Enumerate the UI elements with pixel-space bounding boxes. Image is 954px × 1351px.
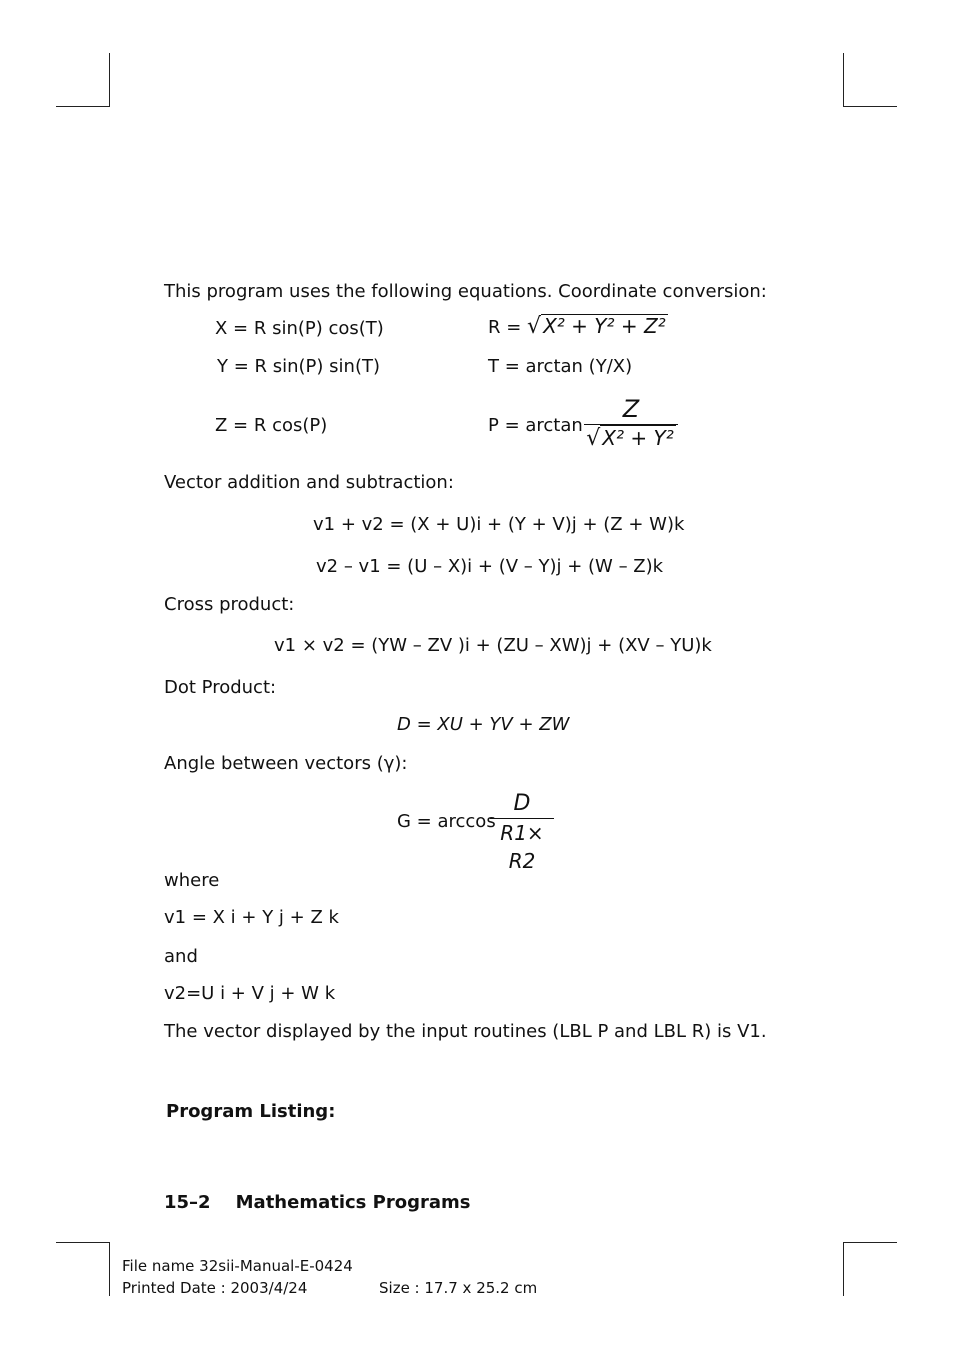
v2-definition: v2=U i + V j + W k [164, 983, 336, 1004]
vector-heading: Vector addition and subtraction: [164, 472, 454, 493]
dot-heading: Dot Product: [164, 677, 277, 698]
r-lhs: R = [488, 317, 522, 338]
file-name: File name 32sii-Manual-E-0424 [122, 1257, 353, 1275]
crop-mark-bottom-left-h [56, 1242, 110, 1243]
cross-product-equation: v1 × v2 = (YW – ZV )i + (ZU – XW)j + (XV – YU)k [274, 635, 712, 656]
p-fraction [584, 394, 678, 451]
crop-mark-bottom-right-h [843, 1242, 897, 1243]
v1-definition: v1 = X i + Y j + Z k [164, 907, 339, 928]
printed-date: Printed Date : 2003/4/24 [122, 1279, 308, 1297]
program-listing-heading: Program Listing: [166, 1101, 336, 1122]
x-equation: X = R sin(P) cos(T) [215, 318, 384, 339]
r-equation: R = √ X² + Y² + Z² [488, 314, 666, 339]
crop-mark-top-right-v [843, 53, 844, 107]
crop-mark-top-left-h [56, 106, 110, 107]
p-equation-lhs: P = arctan [488, 415, 583, 436]
crop-mark-bottom-right-v [843, 1242, 844, 1296]
and-text: and [164, 946, 198, 967]
dot-product-equation: D = XU + YV + ZW [397, 714, 570, 735]
y-equation: Y = R sin(P) sin(T) [217, 356, 380, 377]
z-equation: Z = R cos(P) [215, 415, 328, 436]
p-denominator: √ X² + Y² [586, 426, 674, 451]
angle-lhs: G = arccos [397, 811, 496, 832]
cross-heading: Cross product: [164, 594, 295, 615]
vector-subtraction-equation: v2 – v1 = (U – X)i + (V – Y)j + (W – Z)k [316, 556, 664, 577]
r-radicand: X² + Y² + Z² [543, 314, 666, 338]
display-note: The vector displayed by the input routines (LBL P and LBL R) is V1. [164, 1021, 767, 1042]
angle-heading: Angle between vectors (γ): [164, 753, 408, 774]
intro-text: This program uses the following equations. Coordinate conversion: [164, 281, 767, 302]
angle-denominator: R1× R2 [500, 821, 544, 873]
angle-fraction [490, 790, 554, 875]
p-numerator: Z [584, 394, 678, 425]
page-footer: 15–2 Mathematics Programs [164, 1192, 471, 1213]
where-text: where [164, 870, 220, 891]
crop-mark-top-left-v [109, 53, 110, 107]
angle-numerator: D [490, 790, 554, 819]
crop-mark-top-right-h [843, 106, 897, 107]
t-equation: T = arctan (Y/X) [488, 356, 633, 377]
crop-mark-bottom-left-v [109, 1242, 110, 1296]
vector-addition-equation: v1 + v2 = (X + U)i + (Y + V)j + (Z + W)k [313, 514, 685, 535]
page-size: Size : 17.7 x 25.2 cm [379, 1279, 538, 1297]
